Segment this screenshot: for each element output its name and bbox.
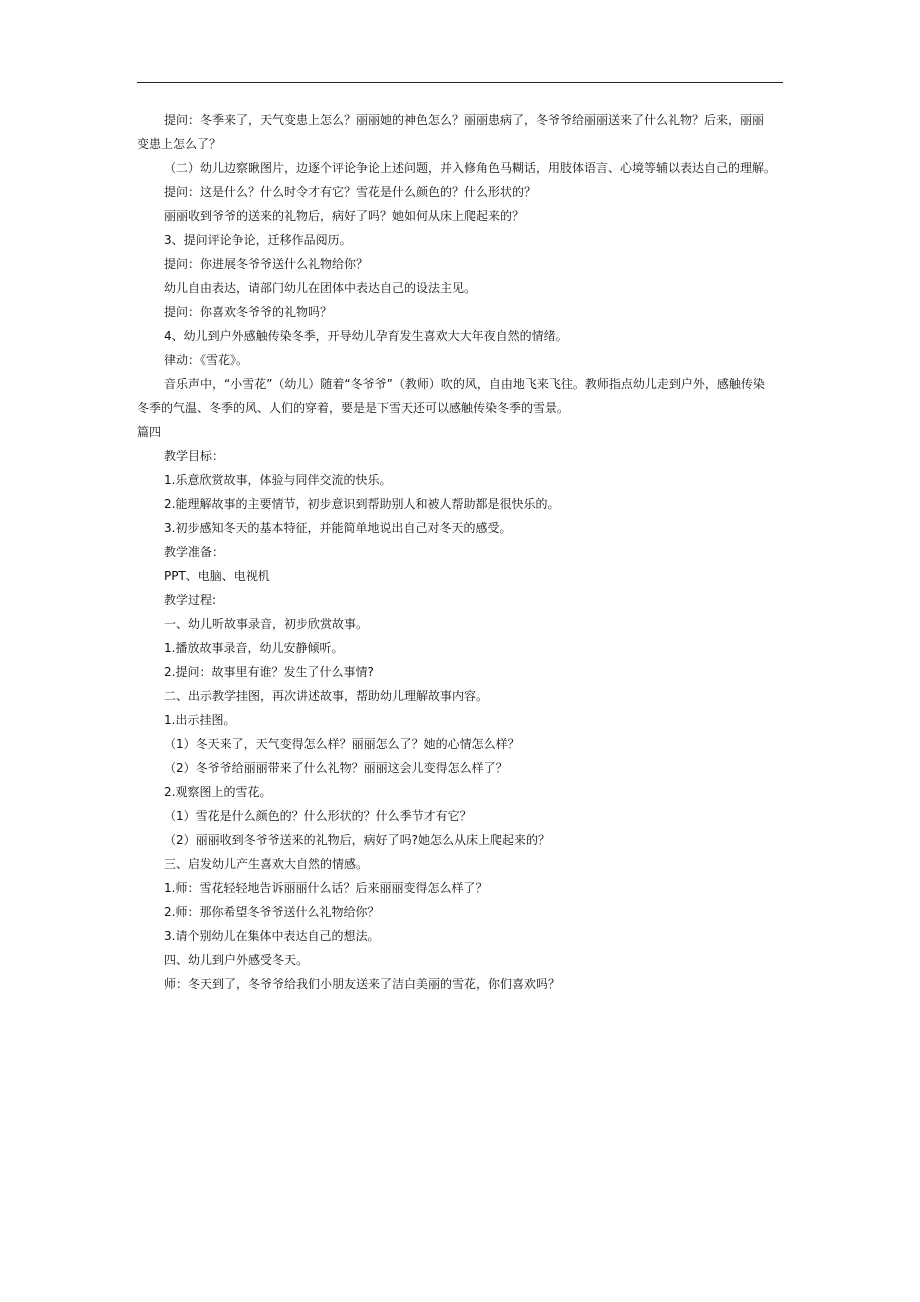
text-line: 冬季的气温、冬季的风、人们的穿着，要是是下雪天还可以感触传染冬季的雪景。 [137,401,570,415]
text-line: （2）丽丽收到冬爷爷送来的礼物后，病好了吗?她怎么从床上爬起来的？ [164,833,551,847]
text-line: 2.师：那你希望冬爷爷送什么礼物给你？ [164,905,380,919]
text-line: 师：冬天到了，冬爷爷给我们小朋友送来了洁白美丽的雪花，你们喜欢吗？ [164,977,561,991]
text-line: 1.出示挂图。 [164,713,236,727]
text-line: 3、提问评论争论，迁移作品阅历。 [164,233,352,247]
text-line: （1）雪花是什么颜色的？什么形状的？什么季节才有它？ [164,809,472,823]
text-line: 四、幼儿到户外感受冬天。 [164,953,309,967]
text-line: 一、幼儿听故事录音，初步欣赏故事。 [164,617,369,631]
text-line: 三、启发幼儿产生喜欢大自然的情感。 [164,857,369,871]
text-line: 提问：你进展冬爷爷送什么礼物给你？ [164,257,369,271]
text-line: 篇四 [137,425,162,439]
text-line: 4、幼儿到户外感触传染冬季，开导幼儿孕育发生喜欢大大年夜自然的情绪。 [164,329,568,343]
text-line: 1.乐意欣赏故事，体验与同伴交流的快乐。 [164,473,392,487]
text-line: 提问：这是什么？什么时令才有它？雪花是什么颜色的？什么形状的？ [164,185,537,199]
text-line: 3.请个别幼儿在集体中表达自己的想法。 [164,929,380,943]
text-line: （二）幼儿边察瞅图片，边逐个评论争论上述问题，并入修角色马糊话，用肢体语言、心境等辅以表达自己的理解。 [164,161,777,175]
header-rule [137,82,783,83]
text-line: PPT、电脑、电视机 [164,569,270,583]
text-line: 丽丽收到爷爷的送来的礼物后，病好了吗？她如何从床上爬起来的？ [164,209,525,223]
text-line: 音乐声中，“小雪花”（幼儿）随着“冬爷爷”（教师）吹的风，自由地飞来飞往。教师指点幼儿走到户外，感触传染 [164,377,765,391]
text-line: （2）冬爷爷给丽丽带来了什么礼物？丽丽这会儿变得怎么样了？ [164,761,508,775]
text-line: 二、出示教学挂图，再次讲述故事，帮助幼儿理解故事内容。 [164,689,489,703]
text-line: 教学目标： [164,449,225,463]
text-line: 2.提问：故事里有谁？发生了什么事情? [164,665,374,679]
text-line: 律动：《雪花》。 [164,353,249,367]
text-line: 幼儿自由表达，请部门幼儿在团体中表达自己的设法主见。 [164,281,477,295]
text-line: 1.师：雪花轻轻地告诉丽丽什么话？后来丽丽变得怎么样了？ [164,881,488,895]
text-line: 2.能理解故事的主要情节，初步意识到帮助别人和被人帮助都是很快乐的。 [164,497,560,511]
text-line: 变患上怎么了？ [137,137,222,151]
text-line: 教学过程: [164,593,217,607]
text-line: 1.播放故事录音，幼儿安静倾听。 [164,641,344,655]
document-body [137,108,787,996]
text-line: 3.初步感知冬天的基本特征，并能简单地说出自己对冬天的感受。 [164,521,512,535]
text-line: 教学准备： [164,545,225,559]
text-line: （1）冬天来了，天气变得怎么样？丽丽怎么了？她的心情怎么样？ [164,737,520,751]
text-line: 提问：冬季来了，天气变患上怎么？丽丽她的神色怎么？丽丽患病了，冬爷爷给丽丽送来了什么礼物？后来，丽丽 [164,113,765,127]
text-line: 提问：你喜欢冬爷爷的礼物吗？ [164,305,333,319]
text-line: 2.观察图上的雪花。 [164,785,272,799]
